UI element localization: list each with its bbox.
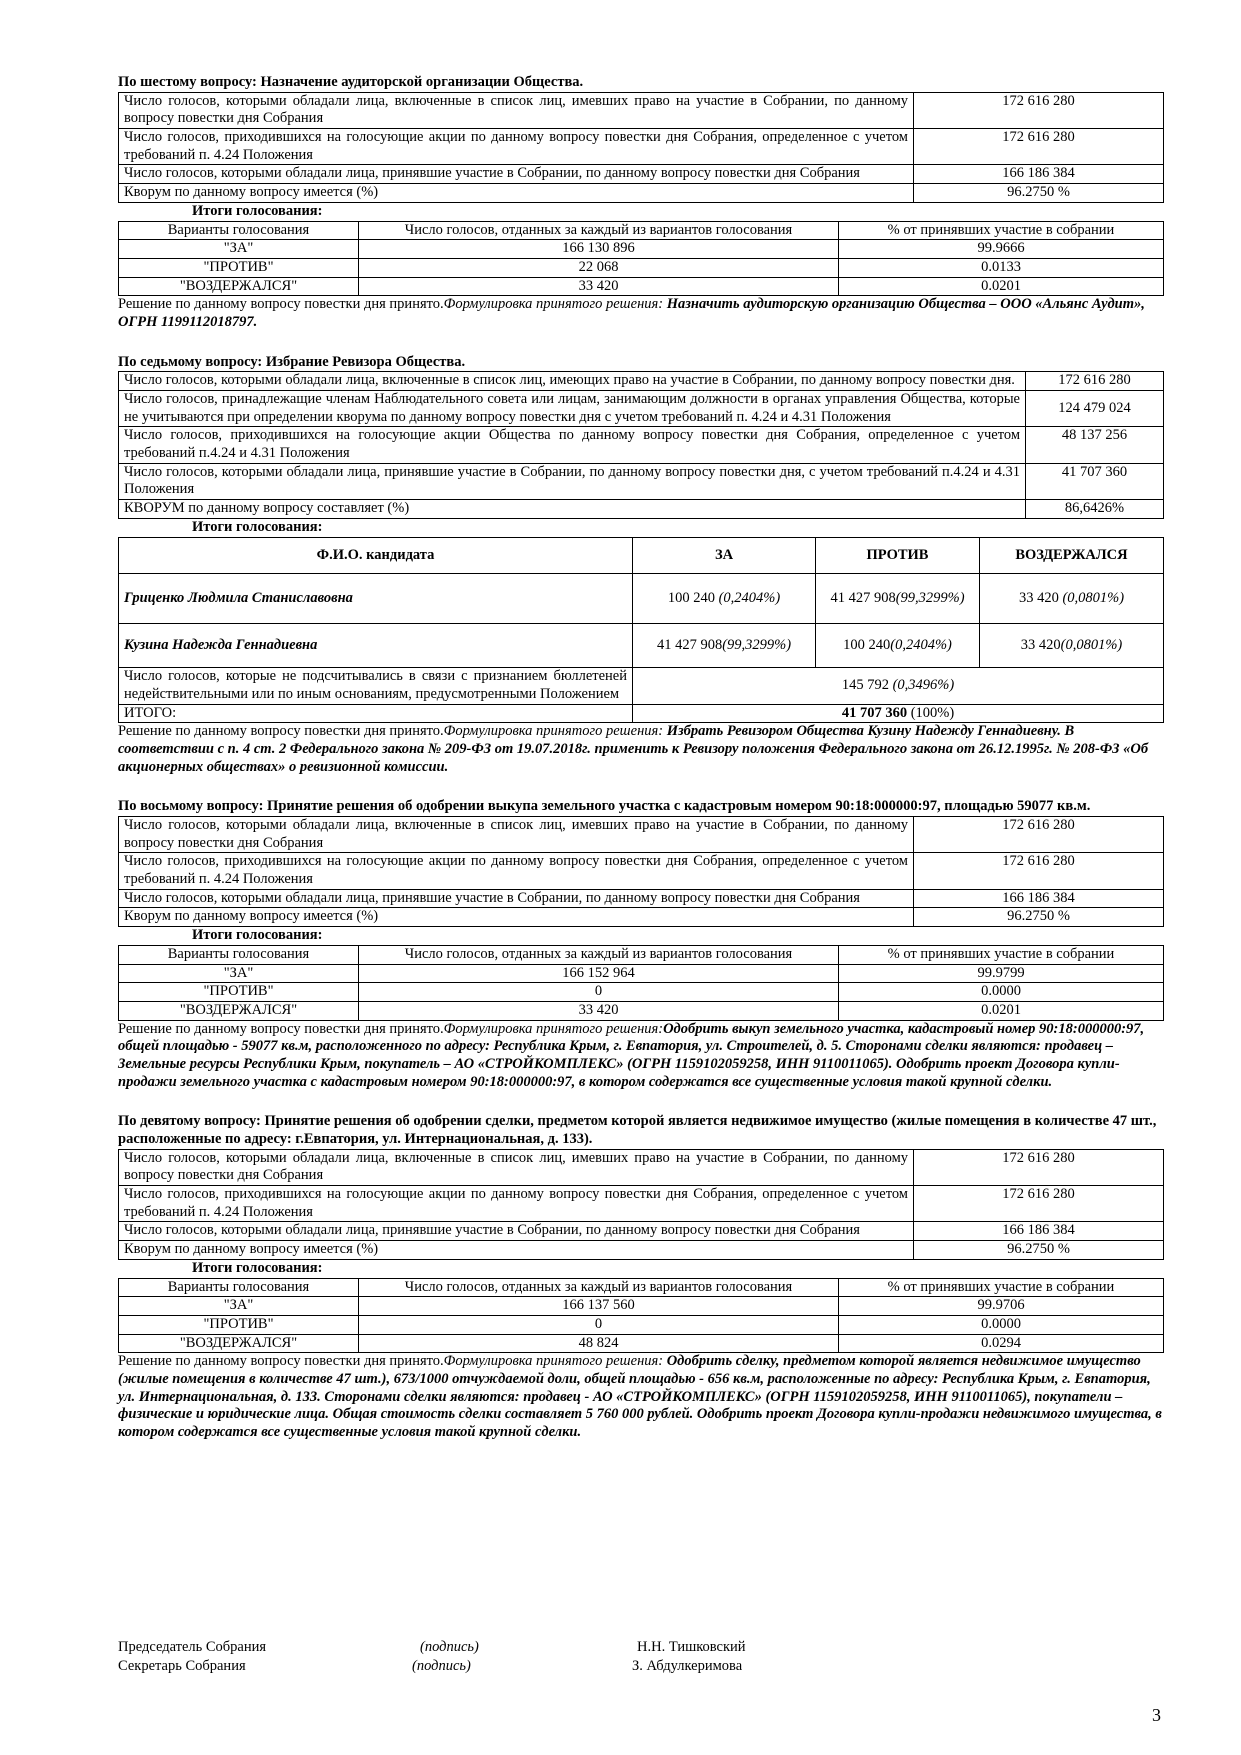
voting-results-heading: Итоги голосования: [192,202,323,219]
question-7-section [118,354,1164,777]
vote-option: "ЗА" [119,240,359,259]
quorum-label: Кворум по данному вопросу имеется (%) [119,1241,914,1260]
vote-count: 48 824 [359,1334,839,1353]
signatures-block [118,1639,918,1677]
votes-header: % от принявших участие в собрании [839,1278,1164,1297]
invalid-ballots-value: 145 792 (0,3496%) [633,668,1164,704]
question-8-votes-table [118,945,1164,1021]
decision-form-label: Формулировка принятого решения: [443,1353,664,1370]
quorum-label: Число голосов, которыми обладали лица, включенные в список лиц, имевших право на участие в Собрании, по данному вопросу повестки дня Собрания [119,817,914,853]
invalid-ballots-label: Число голосов, которые не подсчитывались в связи с признанием бюллетеней недействительными или по иным основаниям, предусмотренными Положением [119,668,633,704]
question-6-decision [118,296,1164,331]
vote-option: "ПРОТИВ" [119,1315,359,1334]
signature-mark: (подпись) [420,1639,479,1655]
candidate-vozd: 33 420(0,0801%) [980,624,1164,668]
votes-header: Варианты голосования [119,221,359,240]
vote-pct: 0.0000 [839,1315,1164,1334]
vote-count: 166 130 896 [359,240,839,259]
candidate-header: ВОЗДЕРЖАЛСЯ [980,537,1164,574]
decision-text: Избрать Ревизором Общества Кузину Надежду Геннадиевну. В соответствии с п. 4 ст. 2 Федерального закона № 209-ФЗ от 19.07.2018г. применить к Ревизору положения Федерального закона от 26.12.1995г. № 208-ФЗ «Об акционерных обществах» о ревизионной комиссии. [118,723,1149,775]
question-9-votes-table [118,1278,1164,1354]
signature-mark: (подпись) [412,1658,471,1674]
question-7-decision [118,723,1164,776]
vote-count: 166 152 964 [359,964,839,983]
decision-text: Одобрить сделку, предметом которой является недвижимое имущество (жилые помещения в количестве 47 шт.), 673/1000 отчуждаемой доли, общей площадью - 656 кв.м, расположенные по адресу: Республика Крым, г. Евпатория, ул. Интернациональная, д. 133. Сторонами сделки являются: продавец - АО «СТРОЙКОМПЛЕКС» (ОГРН 1159102059258, ИНН 9110011065), покупатели – физические и юридические лица. Общая стоимость сделки составляет 5 760 000 рублей. Одобрить проект Договора купли-продажи недвижимого имущества, в котором содержатся все существенные условия такой крупной сделки. [118,1353,1162,1440]
question-7-quorum-table [118,371,1164,519]
vote-pct: 99.9706 [839,1297,1164,1316]
vote-option: "ВОЗДЕРЖАЛСЯ" [119,1001,359,1020]
quorum-value: 124 479 024 [1026,391,1164,427]
page-number: 3 [1152,1705,1161,1725]
signature-role: Секретарь Собрания [118,1658,246,1674]
quorum-value: 172 616 280 [914,1186,1164,1222]
quorum-label: Число голосов, которыми обладали лица, включенные в список лиц, имевших право на участие в Собрании, по данному вопросу повестки дня Собрания [119,92,914,128]
quorum-label: Число голосов, которыми обладали лица, принявшие участие в Собрании, по данному вопросу повестки дня Собрания [119,889,914,908]
vote-pct: 0.0201 [839,277,1164,296]
candidate-protiv: 41 427 908(99,3299%) [816,574,980,624]
question-6-votes-table [118,221,1164,297]
question-9-quorum-table [118,1149,1164,1260]
quorum-value: 172 616 280 [914,817,1164,853]
quorum-value: 96.2750 % [914,908,1164,927]
candidate-header: ПРОТИВ [816,537,980,574]
voting-results-heading: Итоги голосования: [192,518,323,535]
total-value: 41 707 360 (100%) [633,704,1164,723]
quorum-value: 96.2750 % [914,1241,1164,1260]
votes-header: Число голосов, отданных за каждый из вариантов голосования [359,221,839,240]
quorum-label: Число голосов, которыми обладали лица, принявшие участие в Собрании, по данному вопросу повестки дня, с учетом требований п.4.24 и 4.31 Положения [119,463,1026,499]
quorum-label: Кворум по данному вопросу имеется (%) [119,908,914,927]
quorum-label: Число голосов, которыми обладали лица, принявшие участие в Собрании, по данному вопросу повестки дня Собрания [119,165,914,184]
quorum-label: Кворум по данному вопросу имеется (%) [119,184,914,203]
quorum-value: 48 137 256 [1026,427,1164,463]
document-page [118,74,1164,1442]
vote-pct: 99.9799 [839,964,1164,983]
candidate-name: Кузина Надежда Геннадиевна [119,624,633,668]
vote-pct: 0.0133 [839,258,1164,277]
vote-pct: 0.0294 [839,1334,1164,1353]
vote-pct: 99.9666 [839,240,1164,259]
question-6-section [118,74,1164,332]
vote-option: "ВОЗДЕРЖАЛСЯ" [119,1334,359,1353]
candidate-header: ЗА [633,537,816,574]
quorum-value: 96.2750 % [914,184,1164,203]
decision-text: Назначить аудиторскую организацию Общества – ООО «Альянс Аудит», ОГРН 1199112018797. [118,296,1145,330]
vote-count: 33 420 [359,1001,839,1020]
vote-option: "ВОЗДЕРЖАЛСЯ" [119,277,359,296]
question-6-title: По шестому вопросу: Назначение аудиторской организации Общества. [118,74,584,90]
quorum-value: 172 616 280 [914,129,1164,165]
question-8-section [118,798,1164,1091]
decision-form-label: Формулировка принятого решения: [443,296,664,313]
quorum-label: Число голосов, приходившихся на голосующие акции Общества по данному вопросу повестки дня Собрания, определенное с учетом требований п.4.24 и 4.31 Положения [119,427,1026,463]
vote-count: 22 068 [359,258,839,277]
vote-option: "ЗА" [119,964,359,983]
quorum-value: 166 186 384 [914,889,1164,908]
quorum-value: 166 186 384 [914,165,1164,184]
quorum-value: 172 616 280 [1026,372,1164,391]
vote-count: 0 [359,1315,839,1334]
decision-form-label: Формулировка принятого решения: [443,1020,664,1037]
candidate-za: 41 427 908(99,3299%) [633,624,816,668]
quorum-label: Число голосов, приходившихся на голосующие акции по данному вопросу повестки дня Собрания, определенное с учетом требований п. 4.24 Положения [119,853,914,889]
signature-name: Н.Н. Тишковский [637,1639,746,1655]
question-7-candidates-table [118,537,1164,724]
votes-header: % от принявших участие в собрании [839,221,1164,240]
quorum-label: КВОРУМ по данному вопросу составляет (%) [119,500,1026,519]
votes-header: Варианты голосования [119,1278,359,1297]
question-7-title: По седьмому вопросу: Избрание Ревизора Общества. [118,353,466,370]
vote-pct: 0.0000 [839,983,1164,1002]
question-9-decision [118,1353,1164,1441]
vote-option: "ПРОТИВ" [119,983,359,1002]
quorum-label: Число голосов, которыми обладали лица, включенные в список лиц, имевших право на участие в Собрании, по данному вопросу повестки дня Собрания [119,1149,914,1185]
vote-option: "ЗА" [119,1297,359,1316]
candidate-protiv: 100 240(0,2404%) [816,624,980,668]
decision-label: Решение по данному вопросу повестки дня принято. [118,296,444,313]
quorum-label: Число голосов, которыми обладали лица, принявшие участие в Собрании, по данному вопросу повестки дня Собрания [119,1222,914,1241]
quorum-value: 172 616 280 [914,853,1164,889]
decision-label: Решение по данному вопросу повестки дня принято. [118,723,444,740]
decision-label: Решение по данному вопросу повестки дня принято. [118,1020,444,1037]
quorum-value: 172 616 280 [914,1149,1164,1185]
votes-header: % от принявших участие в собрании [839,945,1164,964]
signature-name: З. Абдулкеримова [632,1658,743,1674]
question-8-title: По восьмому вопросу: Принятие решения об одобрении выкупа земельного участка с кадастровым номером 90:18:000000:97, площадью 59077 кв.м. [118,798,1091,815]
candidate-vozd: 33 420 (0,0801%) [980,574,1164,624]
vote-pct: 0.0201 [839,1001,1164,1020]
question-6-quorum-table [118,92,1164,203]
candidate-za: 100 240 (0,2404%) [633,574,816,624]
vote-count: 33 420 [359,277,839,296]
votes-header: Число голосов, отданных за каждый из вариантов голосования [359,945,839,964]
total-label: ИТОГО: [119,704,633,723]
candidate-header: Ф.И.О. кандидата [119,537,633,574]
voting-results-heading: Итоги голосования: [192,927,323,944]
quorum-value: 166 186 384 [914,1222,1164,1241]
decision-form-label: Формулировка принятого решения: [443,723,664,740]
question-9-section [118,1113,1164,1441]
quorum-value: 41 707 360 [1026,463,1164,499]
quorum-label: Число голосов, принадлежащие членам Наблюдательного совета или лицам, занимающим должности в органах управления Общества, которые не учитываются при определении кворума по данному вопросу повестки дня с учетом требований п. 4.24 и 4.31 Положения [119,391,1026,427]
quorum-label: Число голосов, приходившихся на голосующие акции по данному вопросу повестки дня Собрания, определенное с учетом требований п. 4.24 Положения [119,129,914,165]
vote-count: 0 [359,983,839,1002]
signature-role: Председатель Собрания [118,1639,267,1655]
quorum-value: 172 616 280 [914,92,1164,128]
votes-header: Варианты голосования [119,945,359,964]
quorum-label: Число голосов, приходившихся на голосующие акции по данному вопросу повестки дня Собрания, определенное с учетом требований п. 4.24 Положения [119,1186,914,1222]
question-9-title: По девятому вопросу: Принятие решения об одобрении сделки, предметом которой является недвижимое имущество (жилые помещения в количестве 47 шт., расположенные по адресу: г.Евпатория, ул. Интернациональная, д. 133). [118,1113,1157,1147]
decision-label: Решение по данному вопросу повестки дня принято. [118,1353,444,1370]
decision-text: Одобрить выкуп земельного участка, кадастровый номер 90:18:000000:97, общей площадью - 59077 кв.м, расположенного по адресу: Республика Крым, г. Евпатория, ул. Строителей, д. 5. Сторонами сделки являются: продавец – Земельные ресурсы Республики Крым, покупатель – АО «СТРОЙКОМПЛЕКС» (ОГРН 1159102059258, ИНН 9110011065). Одобрить проект Договора купли-продажи земельного участка с кадастровым номером 90:18:000000:97, в котором содержатся все существенные условия такой крупной сделки. [118,1020,1145,1090]
question-8-decision [118,1021,1164,1092]
quorum-value: 86,6426% [1026,500,1164,519]
signature-row-secretary [118,1658,918,1677]
vote-count: 166 137 560 [359,1297,839,1316]
vote-option: "ПРОТИВ" [119,258,359,277]
quorum-label: Число голосов, которыми обладали лица, включенные в список лиц, имеющих право на участие в Собрании, по данному вопросу повестки дня. [119,372,1026,391]
candidate-name: Гриценко Людмила Станиславовна [119,574,633,624]
signature-row-chairman [118,1639,918,1658]
question-8-quorum-table [118,816,1164,927]
votes-header: Число голосов, отданных за каждый из вариантов голосования [359,1278,839,1297]
voting-results-heading: Итоги голосования: [192,1259,323,1276]
